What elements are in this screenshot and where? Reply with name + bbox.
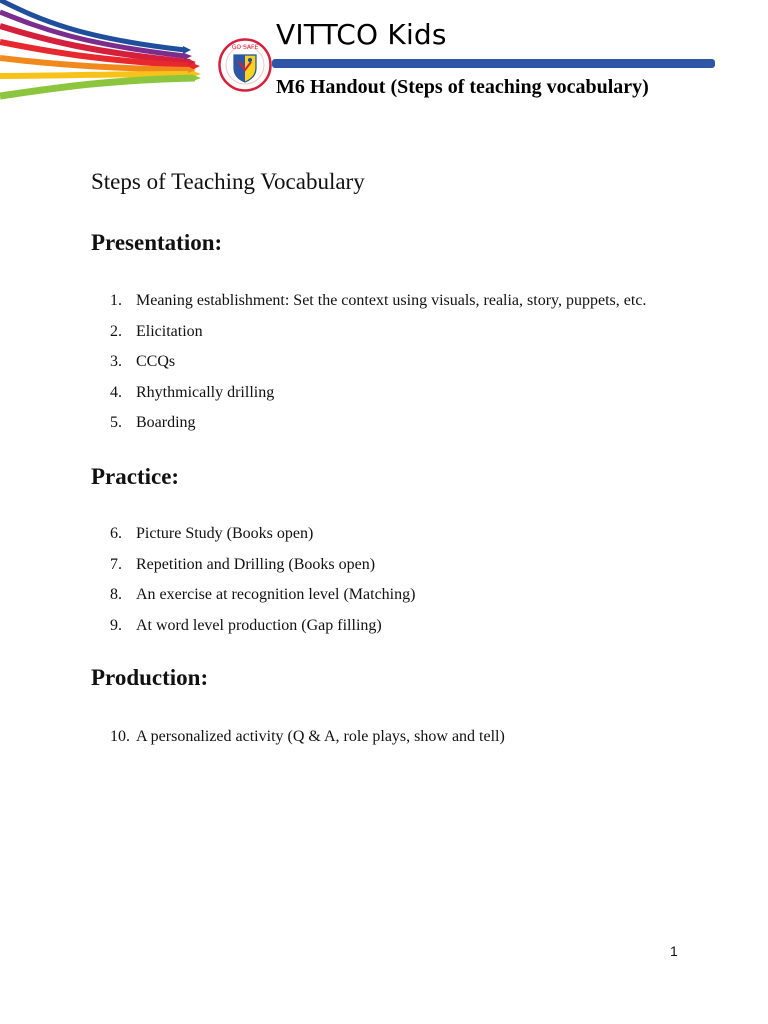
step-text: An exercise at recognition level (Matching): [136, 586, 416, 603]
production-steps-list: [0, 727, 768, 758]
step-text: Rhythmically drilling: [136, 383, 275, 401]
list-item: [0, 291, 768, 322]
handout-subtitle: M6 Handout (Steps of teaching vocabulary): [276, 76, 649, 98]
list-item: [0, 727, 768, 758]
step-text: CCQs: [136, 353, 176, 370]
step-number: 10.: [110, 728, 130, 745]
step-number: 3.: [110, 353, 122, 370]
step-text: At word level production (Gap filling): [136, 616, 382, 634]
step-text: Elicitation: [136, 322, 203, 340]
list-item: [0, 383, 768, 414]
list-item: [0, 413, 768, 444]
list-item: [0, 555, 768, 586]
section-heading-production: Production:: [91, 665, 209, 690]
step-number: 8.: [110, 586, 122, 603]
section-heading-presentation: Presentation:: [91, 230, 223, 255]
step-text: A personalized activity (Q & A, role plays, show and tell): [136, 728, 505, 745]
step-number: 9.: [110, 616, 122, 634]
step-number: 7.: [110, 555, 122, 573]
list-item: [0, 524, 768, 555]
list-item: [0, 585, 768, 616]
section-heading-practice: Practice:: [91, 464, 180, 489]
header-rule: [272, 59, 715, 68]
step-text: Meaning establishment: Set the context using visuals, realia, story, puppets, etc.: [136, 292, 647, 309]
header-swoosh-decoration: [0, 0, 215, 110]
step-number: 4.: [110, 383, 122, 401]
page-number: 1: [670, 943, 678, 959]
step-text: Picture Study (Books open): [136, 525, 314, 542]
list-item: [0, 616, 768, 647]
list-item: [0, 352, 768, 383]
svg-text:GO SAFE: GO SAFE: [231, 44, 259, 51]
brand-name: VITTCO Kids: [276, 18, 447, 51]
step-number: 5.: [110, 414, 122, 431]
list-item: [0, 322, 768, 353]
step-number: 1.: [110, 292, 122, 309]
practice-steps-list: [0, 524, 768, 646]
presentation-steps-list: [0, 291, 768, 444]
school-crest-logo-icon: [218, 38, 272, 92]
step-number: 2.: [110, 322, 122, 340]
document-title: Steps of Teaching Vocabulary: [91, 169, 365, 194]
step-number: 6.: [110, 525, 122, 542]
step-text: Repetition and Drilling (Books open): [136, 555, 376, 573]
step-text: Boarding: [136, 414, 196, 431]
